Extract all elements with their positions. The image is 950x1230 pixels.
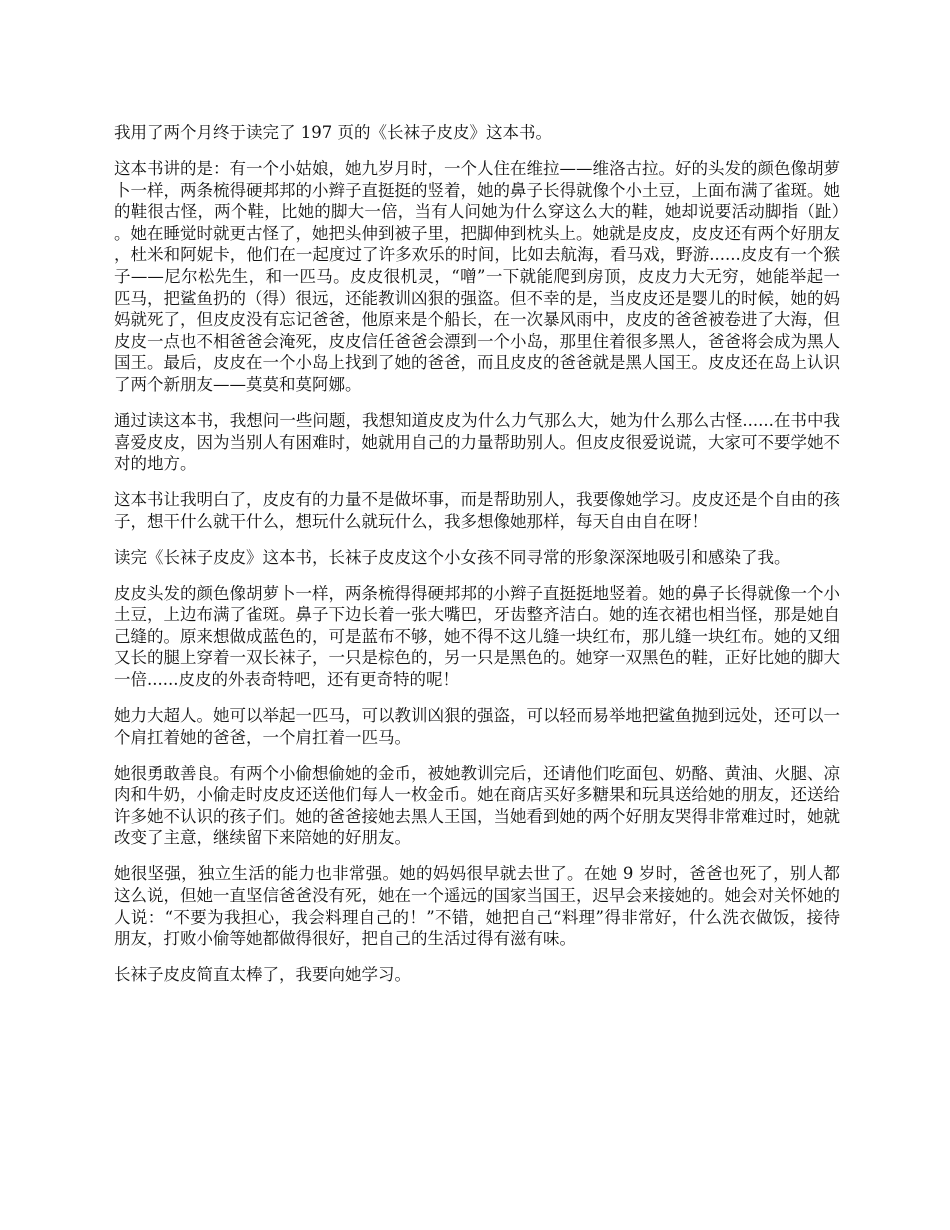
- paragraph-conclusion: 长袜子皮皮简直太棒了，我要向她学习。: [114, 965, 411, 985]
- paragraph-appearance: 皮皮头发的颜色像胡萝卜一样，两条梳得得硬邦邦的小辫子直挺挺地竖着。她的鼻子长得就像一个小土豆，上边布满了雀斑。鼻子下边长着一张大嘴巴，牙齿整齐洁白。她的连衣裙也相当怪，那是她自己缝的。原来想做成蓝色的，可是蓝布不够，她不得不这儿缝一块红布，那儿缝一块红布。她的又细又长的腿上穿着一双长袜子，一只是棕色的，另一只是黑色的。她穿一双黑色的鞋，正好比她的脚大一倍......皮皮的外表奇特吧，还有更奇特的呢！: [114, 583, 840, 690]
- paragraph-independence: 她很坚强，独立生活的能力也非常强。她的妈妈很早就去世了。在她 9 岁时，爸爸也死了，别人都这么说，但她一直坚信爸爸没有死，她在一个遥远的国家当国王，迟早会来接她的。她会对关怀她的人说：“不要为我担心，我会料理自己的！”不错，她把自己“料理”得非常好，什么洗衣做饭，接待朋友，打败小偷等她都做得很好，把自己的生活过得有滋有味。: [114, 864, 840, 949]
- paragraph-plot-summary: 这本书讲的是：有一个小姑娘，她九岁月时，一个人住在维拉——维洛古拉。好的头发的颜色像胡萝卜一样，两条梳得硬邦邦的小辫子直挺挺的竖着，她的鼻子长得就像个小土豆，上面布满了雀斑。她的鞋很古怪，两个鞋，比她的脚大一倍，当有人问她为什么穿这么大的鞋，她却说要活动脚指（趾）。她在睡觉时就更古怪了，她把头伸到被子里，把脚伸到枕头上。她就是皮皮，皮皮还有两个好朋友，杜米和阿妮卡，他们在一起度过了许多欢乐的时间，比如去航海，看马戏，野游......皮皮有一个猴子——尼尔松先生，和一匹马。皮皮很机灵，“噌”一下就能爬到房顶，皮皮力大无穷，她能举起一匹马，把鲨鱼扔的（得）很远，还能教训凶狠的强盗。但不幸的是，当皮皮还是婴儿的时候，她的妈妈就死了，但皮皮没有忘记爸爸，他原来是个船长，在一次暴风雨中，皮皮的爸爸被卷进了大海，但皮皮一点也不相爸爸会淹死，皮皮信任爸爸会漂到一个小岛，那里住着很多黑人，爸爸将会成为黑人国王。最后，皮皮在一个小岛上找到了她的爸爸，而且皮皮的爸爸就是黑人国王。皮皮还在岛上认识了两个新朋友——莫莫和莫阿娜。: [114, 158, 840, 394]
- paragraph-impression: 读完《长袜子皮皮》这本书，长袜子皮皮这个小女孩不同寻常的形象深深地吸引和感染了我。: [114, 547, 791, 567]
- paragraph-strength: 她力大超人。她可以举起一匹马，可以教训凶狠的强盗，可以轻而易举地把鲨鱼抛到远处，还可以一个肩扛着她的爸爸，一个肩扛着一匹马。: [114, 706, 840, 747]
- paragraph-intro: 我用了两个月终于读完了 197 页的《长袜子皮皮》这本书。: [114, 123, 552, 142]
- document-page: [114, 122, 840, 1000]
- paragraph-kindness: 她很勇敢善良。有两个小偷想偷她的金币，被她教训完后，还请他们吃面包、奶酪、黄油、火腿、凉肉和牛奶，小偷走时皮皮还送他们每人一枚金币。她在商店买好多糖果和玩具送给她的朋友，还送给许多她不认识的孩子们。她的爸爸接她去黑人王国，当她看到她的两个好朋友哭得非常难过时，她就改变了主意，继续留下来陪她的好朋友。: [114, 763, 840, 848]
- paragraph-lesson: 这本书让我明白了，皮皮有的力量不是做坏事，而是帮助别人，我要像她学习。皮皮还是个自由的孩子，想干什么就干什么，想玩什么就玩什么，我多想像她那样，每天自由自在呀！: [114, 490, 840, 531]
- paragraph-questions: 通过读这本书，我想问一些问题，我想知道皮皮为什么力气那么大，她为什么那么古怪......在书中我喜爱皮皮，因为当别人有困难时，她就用自己的力量帮助别人。但皮皮很爱说谎，大家可不要学她不对的地方。: [114, 410, 840, 474]
